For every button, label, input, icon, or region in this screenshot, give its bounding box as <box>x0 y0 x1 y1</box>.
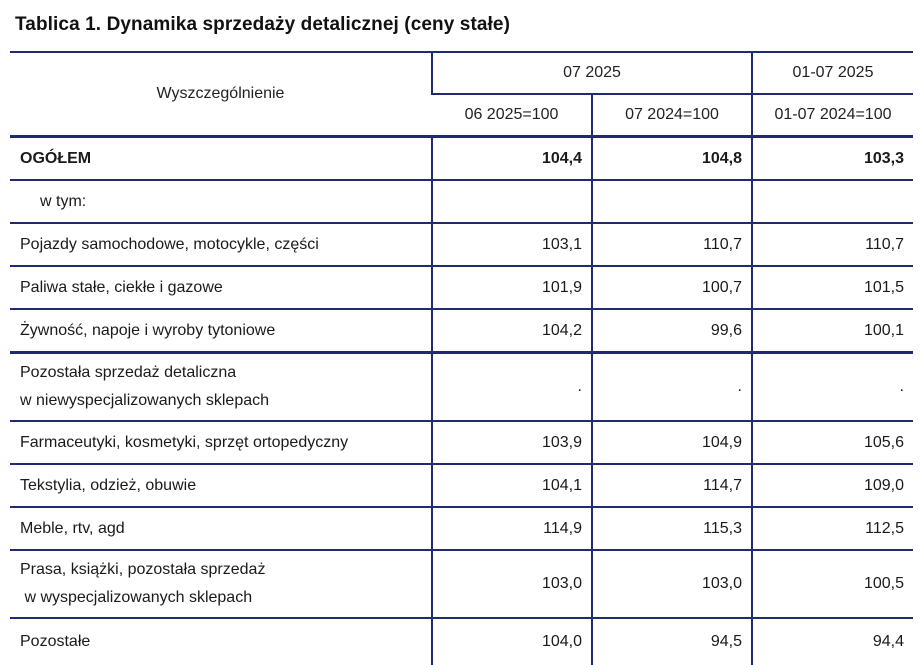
row-label: Żywność, napoje i wyroby tytoniowe <box>10 309 432 353</box>
header-col-prev-month: 06 2025=100 <box>432 94 592 137</box>
row-label: Tekstylia, odzież, obuwie <box>10 464 432 507</box>
cell-value <box>432 180 592 223</box>
cell-value: 103,0 <box>592 550 752 618</box>
cell-value: 103,1 <box>432 223 592 266</box>
row-label: Farmaceutyki, kosmetyki, sprzęt ortopedyczny <box>10 421 432 464</box>
cell-value: 103,9 <box>432 421 592 464</box>
cell-value <box>592 180 752 223</box>
table-row <box>10 507 913 550</box>
cell-value: 104,8 <box>592 137 752 181</box>
table-row <box>10 223 913 266</box>
table-row-subheader <box>10 180 913 223</box>
cell-value: 105,6 <box>752 421 913 464</box>
cell-value: 104,0 <box>432 618 592 665</box>
table-row-total <box>10 137 913 181</box>
cell-value: 101,5 <box>752 266 913 309</box>
row-label: Meble, rtv, agd <box>10 507 432 550</box>
cell-value: 94,4 <box>752 618 913 665</box>
cell-value: 101,9 <box>432 266 592 309</box>
row-label <box>10 353 432 422</box>
row-label-line: w wyspecjalizowanych sklepach <box>20 589 253 606</box>
cell-value: 114,9 <box>432 507 592 550</box>
row-label: Pozostałe <box>20 633 91 650</box>
cell-value: 99,6 <box>592 309 752 353</box>
table-row <box>10 618 913 665</box>
cell-value: 110,7 <box>592 223 752 266</box>
cell-value: 100,5 <box>752 550 913 618</box>
cell-value: 104,1 <box>432 464 592 507</box>
cell-value: 104,4 <box>432 137 592 181</box>
header-spec: Wyszczególnienie <box>10 52 432 137</box>
table-row <box>10 550 913 618</box>
cell-value: . <box>592 353 752 422</box>
row-label-line: Pozostała sprzedaż detaliczna <box>20 364 237 381</box>
cell-value: 103,3 <box>752 137 913 181</box>
row-label <box>10 550 432 618</box>
cell-value: . <box>432 353 592 422</box>
cell-value: 100,1 <box>752 309 913 353</box>
row-label: OGÓŁEM <box>10 137 432 181</box>
cell-value: 112,5 <box>752 507 913 550</box>
cell-value: 104,9 <box>592 421 752 464</box>
cell-value: 104,2 <box>432 309 592 353</box>
table-row <box>10 353 913 422</box>
table-row <box>10 421 913 464</box>
header-col-cumulative: 01-07 2024=100 <box>752 94 913 137</box>
row-label: w tym: <box>10 180 432 223</box>
header-group-month: 07 2025 <box>432 52 752 94</box>
cell-value: 103,0 <box>432 550 592 618</box>
row-label: Pojazdy samochodowe, motocykle, części <box>10 223 432 266</box>
row-label-line: Prasa, książki, pozostała sprzedaż <box>20 561 266 578</box>
header-group-cumulative: 01-07 2025 <box>752 52 913 94</box>
cell-value <box>752 180 913 223</box>
table-row <box>10 464 913 507</box>
table-row <box>10 266 913 309</box>
cell-value: 109,0 <box>752 464 913 507</box>
table-title: Tablica 1. Dynamika sprzedaży detalicznej (ceny stałe) <box>15 14 511 35</box>
cell-value: . <box>752 353 913 422</box>
header-col-prev-year: 07 2024=100 <box>592 94 752 137</box>
cell-value: 115,3 <box>592 507 752 550</box>
cell-value: 110,7 <box>752 223 913 266</box>
retail-sales-table <box>10 51 913 665</box>
cell-value: 100,7 <box>592 266 752 309</box>
cell-value: 94,5 <box>592 618 752 665</box>
table-row <box>10 309 913 353</box>
row-label-line: w niewyspecjalizowanych sklepach <box>20 392 270 409</box>
cell-value: 114,7 <box>592 464 752 507</box>
row-label: Paliwa stałe, ciekłe i gazowe <box>10 266 432 309</box>
